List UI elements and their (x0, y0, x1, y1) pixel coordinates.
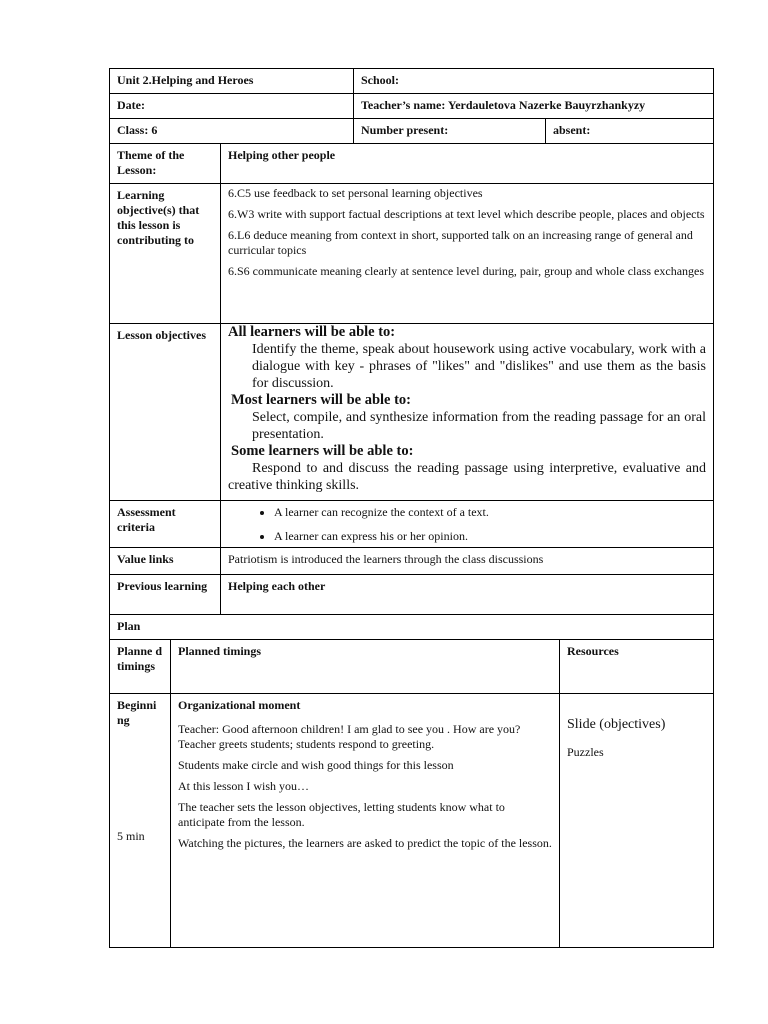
some-learners-heading: Some learners will be able to: (231, 443, 414, 459)
teacher-name-cell: Teacher’s name: Yerdauletova Nazerke Bauyrzhankyzy (353, 93, 714, 119)
learning-objective-item: 6.W3 write with support factual descriptions at text level which describe people, places and objects (228, 207, 705, 221)
learning-objectives-label: Learning objective(s) that this lesson is contributing to (109, 183, 221, 324)
plan-col-timings-header: Planne d timings (109, 639, 171, 694)
previous-learning-label: Previous learning (109, 574, 221, 615)
activity-item: Teacher: Good afternoon children! I am glad to see you . How are you? Teacher greets students; students respond to greeting. (178, 722, 521, 751)
assessment-item: • A learner can express his or her opinion. (274, 529, 706, 544)
plan-resources-cell (559, 693, 714, 948)
some-learners-text: Respond to and discuss the reading passage using interpretive, evaluative and creative thinking skills. (228, 461, 706, 493)
value-links-label: Value links (109, 547, 221, 575)
plan-col-activities-header: Planned timings (170, 639, 560, 694)
plan-duration: 5 min (117, 829, 145, 843)
most-learners-text: Select, compile, and synthesize information from the reading passage for an oral presentation. (252, 410, 706, 442)
most-learners-heading: Most learners will be able to: (231, 392, 412, 408)
value-links-value: Patriotism is introduced the learners through the class discussions (220, 547, 714, 575)
all-learners-heading: All learners will be able to: (228, 324, 396, 340)
number-present-cell: Number present: (353, 118, 546, 144)
lesson-objectives-label: Lesson objectives (109, 323, 221, 501)
absent-cell: absent: (545, 118, 714, 144)
theme-label: Theme of the Lesson: (109, 143, 221, 184)
learning-objectives-list (220, 183, 714, 324)
plan-stage-cell (109, 693, 171, 948)
resource-slide: Slide (objectives) (567, 717, 666, 732)
assessment-list (220, 500, 714, 548)
learning-objective-item: 6.S6 communicate meaning clearly at sentence level during, pair, group and whole class exchanges (228, 264, 705, 278)
activity-item: The teacher sets the lesson objectives, letting students know what to anticipate from the lesson. (178, 800, 505, 829)
assessment-label: Assessment criteria (109, 500, 221, 548)
activity-item: Students make circle and wish good things for this lesson (178, 758, 454, 772)
previous-learning-value: Helping each other (220, 574, 714, 615)
learning-objective-item: 6.L6 deduce meaning from context in short, supported talk on an increasing range of general and curricular topics (228, 228, 693, 257)
lesson-objectives-content (220, 323, 714, 501)
date-cell: Date: (109, 93, 354, 119)
learning-objective-item: 6.C5 use feedback to set personal learning objectives (228, 186, 483, 200)
plan-heading: Plan (109, 614, 714, 640)
activity-item: Watching the pictures, the learners are asked to predict the topic of the lesson. (178, 836, 552, 850)
plan-stage-label: Beginni ng (117, 698, 157, 727)
resource-puzzles: Puzzles (567, 745, 604, 759)
class-cell: Class: 6 (109, 118, 354, 144)
plan-activities-cell (170, 693, 560, 948)
theme-value: Helping other people (220, 143, 714, 184)
plan-col-resources-header: Resources (559, 639, 714, 694)
activity-title: Organizational moment (178, 698, 301, 712)
activity-item: At this lesson I wish you… (178, 779, 310, 793)
all-learners-text: Identify the theme, speak about housework using active vocabulary, work with a dialogue with key - phrases of "likes" and "dislikes" and use them as the basis for discussion. (252, 342, 706, 391)
unit-cell: Unit 2.Helping and Heroes (109, 68, 354, 94)
school-cell: School: (353, 68, 714, 94)
assessment-item: • A learner can recognize the context of a text. (274, 505, 706, 520)
